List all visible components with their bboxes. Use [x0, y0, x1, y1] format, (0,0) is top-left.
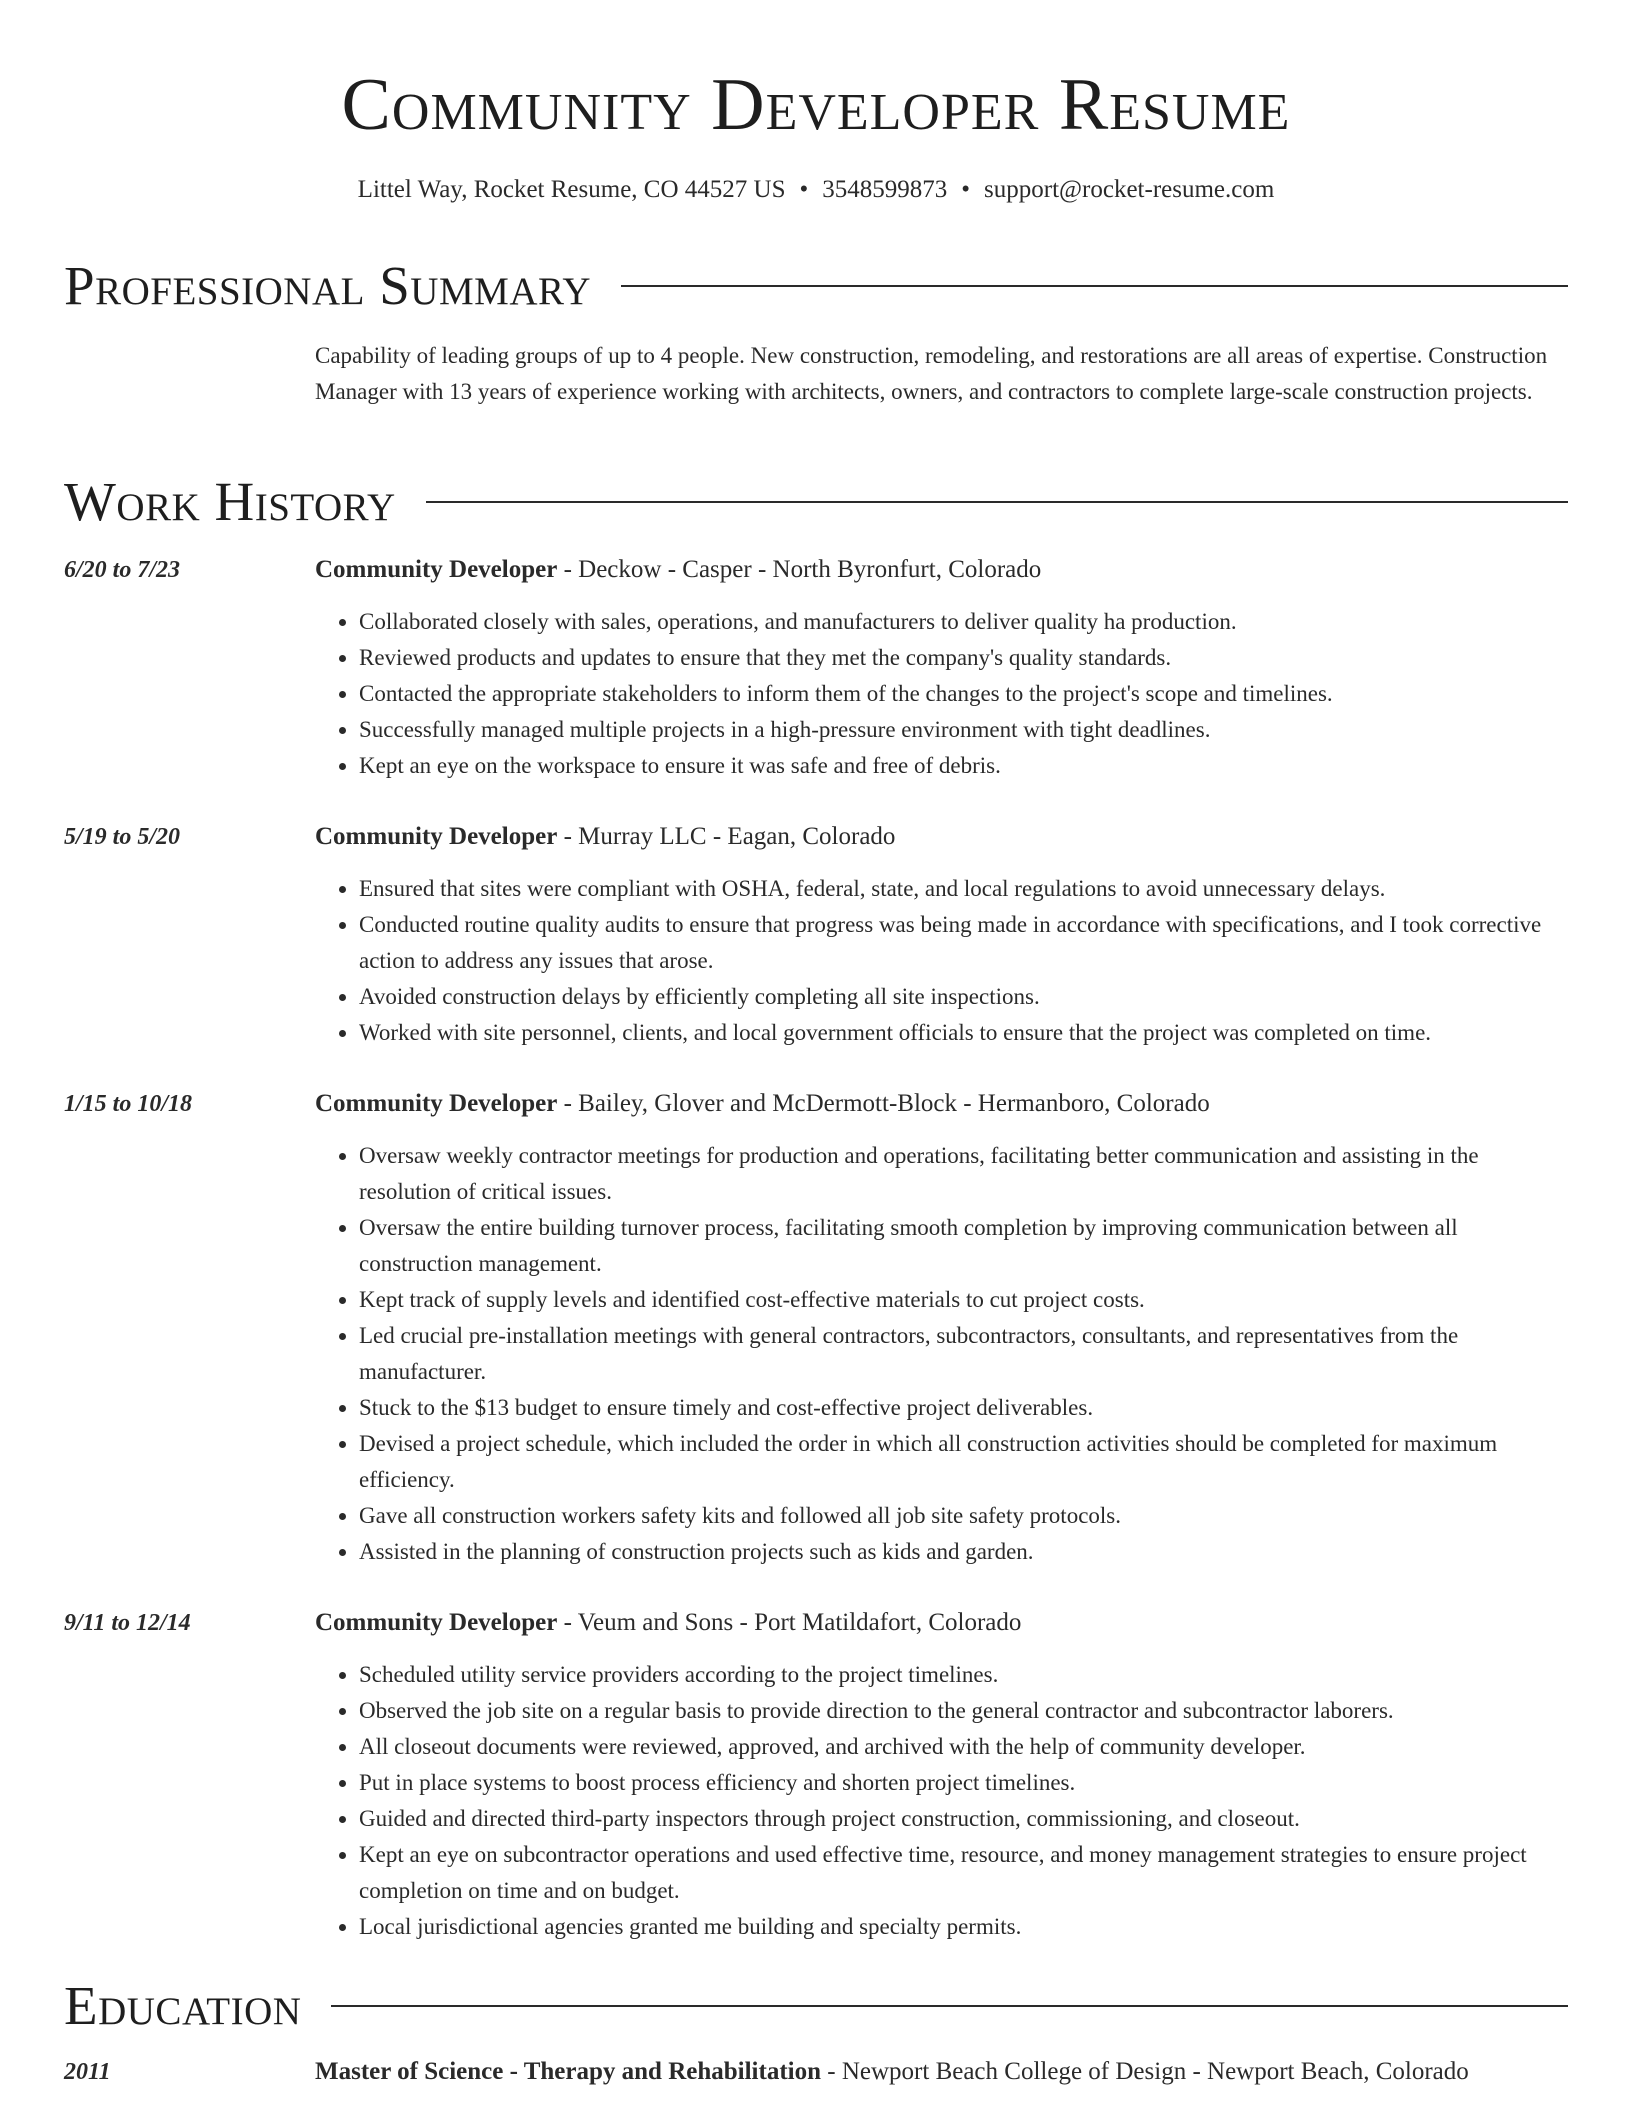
job-heading	[315, 552, 1568, 588]
section-title-summary: Professional Summary	[64, 255, 592, 316]
education-details: - Newport Beach College of Design - Newport Beach, Colorado	[821, 2058, 1469, 2085]
job-bullet: • Guided and directed third-party inspectors through project construction, commissioning, and closeout.	[359, 1801, 1568, 1837]
job-details: - Veum and Sons - Port Matildafort, Colorado	[557, 1609, 1022, 1636]
job-bullet: • Led crucial pre-installation meetings with general contractors, subcontractors, consultants, and representatives from the manufacturer.	[359, 1318, 1568, 1390]
job-role: Community Developer	[315, 1609, 558, 1636]
job-bullet: • Assisted in the planning of construction projects such as kids and garden.	[359, 1534, 1568, 1570]
section-title-education: Education	[64, 1975, 302, 2036]
job-heading	[315, 819, 1568, 855]
job-bullet: • Kept an eye on the workspace to ensure it was safe and free of debris.	[359, 748, 1568, 784]
contact-separator: •	[961, 176, 971, 203]
job-role: Community Developer	[315, 556, 558, 583]
job-bullet: • Kept an eye on subcontractor operations and used effective time, resource, and money management strategies to ensure project completion on time and on budget.	[359, 1837, 1568, 1909]
contact-separator: •	[799, 176, 809, 203]
contact-phone: 3548599873	[822, 176, 948, 203]
education-degree: Master of Science - Therapy and Rehabilitation	[315, 2058, 822, 2085]
job-bullet: • Put in place systems to boost process efficiency and shorten project timelines.	[359, 1765, 1568, 1801]
section-header-work-history	[64, 470, 1568, 534]
job-bullets	[315, 1657, 1568, 1945]
job-details: - Deckow - Casper - North Byronfurt, Colorado	[557, 556, 1042, 583]
resume-title: Community Developer Resume	[341, 64, 1291, 146]
job-bullet: • Oversaw weekly contractor meetings for production and operations, facilitating better communication and assisting in the resolution of critical issues.	[359, 1138, 1568, 1210]
section-header-summary	[64, 254, 1568, 318]
contact-address: Littel Way, Rocket Resume, CO 44527 US	[357, 176, 786, 203]
job-role: Community Developer	[315, 823, 558, 850]
section-title-work-history: Work History	[64, 471, 396, 532]
job-bullet: • Devised a project schedule, which included the order in which all construction activities should be completed for maximum efficiency.	[359, 1426, 1568, 1498]
job-heading	[315, 1605, 1568, 1641]
contact-email[interactable]: support@rocket-resume.com	[984, 176, 1275, 203]
summary-text: Capability of leading groups of up to 4 people. New construction, remodeling, and restorations are all areas of expertise. Construction Manager with 13 years of experience working with architects, owners, and contractors to complete large-scale construction projects.	[315, 343, 1548, 404]
job-role: Community Developer	[315, 1090, 558, 1117]
job-bullet: • Observed the job site on a regular basis to provide direction to the general contractor and subcontractor laborers.	[359, 1693, 1568, 1729]
job-dates: 9/11 to 12/14	[64, 1610, 191, 1636]
job-bullet: • Worked with site personnel, clients, and local government officials to ensure that the project was completed on time.	[359, 1015, 1568, 1051]
job-details: - Bailey, Glover and McDermott-Block - Hermanboro, Colorado	[557, 1090, 1210, 1117]
job-bullet: • Conducted routine quality audits to ensure that progress was being made in accordance with specifications, and I took corrective action to address any issues that arose.	[359, 907, 1568, 979]
section-divider	[426, 501, 1568, 503]
job-dates: 5/19 to 5/20	[64, 824, 181, 850]
job-bullet: • Local jurisdictional agencies granted me building and specialty permits.	[359, 1909, 1568, 1945]
section-divider	[331, 2005, 1568, 2007]
education-heading	[315, 2054, 1568, 2090]
job-bullet: • Avoided construction delays by efficiently completing all site inspections.	[359, 979, 1568, 1015]
job-bullets	[315, 1138, 1568, 1570]
contact-line	[0, 172, 1632, 208]
job-bullet: • Successfully managed multiple projects in a high-pressure environment with tight deadlines.	[359, 712, 1568, 748]
job-bullet: • Stuck to the $13 budget to ensure timely and cost-effective project deliverables.	[359, 1390, 1568, 1426]
job-dates: 6/20 to 7/23	[64, 557, 181, 583]
job-bullet: • Reviewed products and updates to ensure that they met the company's quality standards.	[359, 640, 1568, 676]
job-bullet: • Oversaw the entire building turnover process, facilitating smooth completion by improving communication between all construction management.	[359, 1210, 1568, 1282]
job-bullets	[315, 871, 1568, 1051]
job-bullet: • Scheduled utility service providers according to the project timelines.	[359, 1657, 1568, 1693]
job-bullet: • Collaborated closely with sales, operations, and manufacturers to deliver quality ha production.	[359, 604, 1568, 640]
job-bullet: • Kept track of supply levels and identified cost-effective materials to cut project costs.	[359, 1282, 1568, 1318]
education-year: 2011	[64, 2059, 111, 2085]
job-bullet: • Gave all construction workers safety kits and followed all job site safety protocols.	[359, 1498, 1568, 1534]
job-details: - Murray LLC - Eagan, Colorado	[557, 823, 896, 850]
job-bullet: • Ensured that sites were compliant with OSHA, federal, state, and local regulations to avoid unnecessary delays.	[359, 871, 1568, 907]
job-heading	[315, 1086, 1568, 1122]
job-bullet: • Contacted the appropriate stakeholders to inform them of the changes to the project's scope and timelines.	[359, 676, 1568, 712]
job-bullets	[315, 604, 1568, 784]
section-header-education	[64, 1974, 1568, 2038]
job-bullet: • All closeout documents were reviewed, approved, and archived with the help of community developer.	[359, 1729, 1568, 1765]
section-divider	[621, 285, 1568, 287]
job-dates: 1/15 to 10/18	[64, 1091, 193, 1117]
